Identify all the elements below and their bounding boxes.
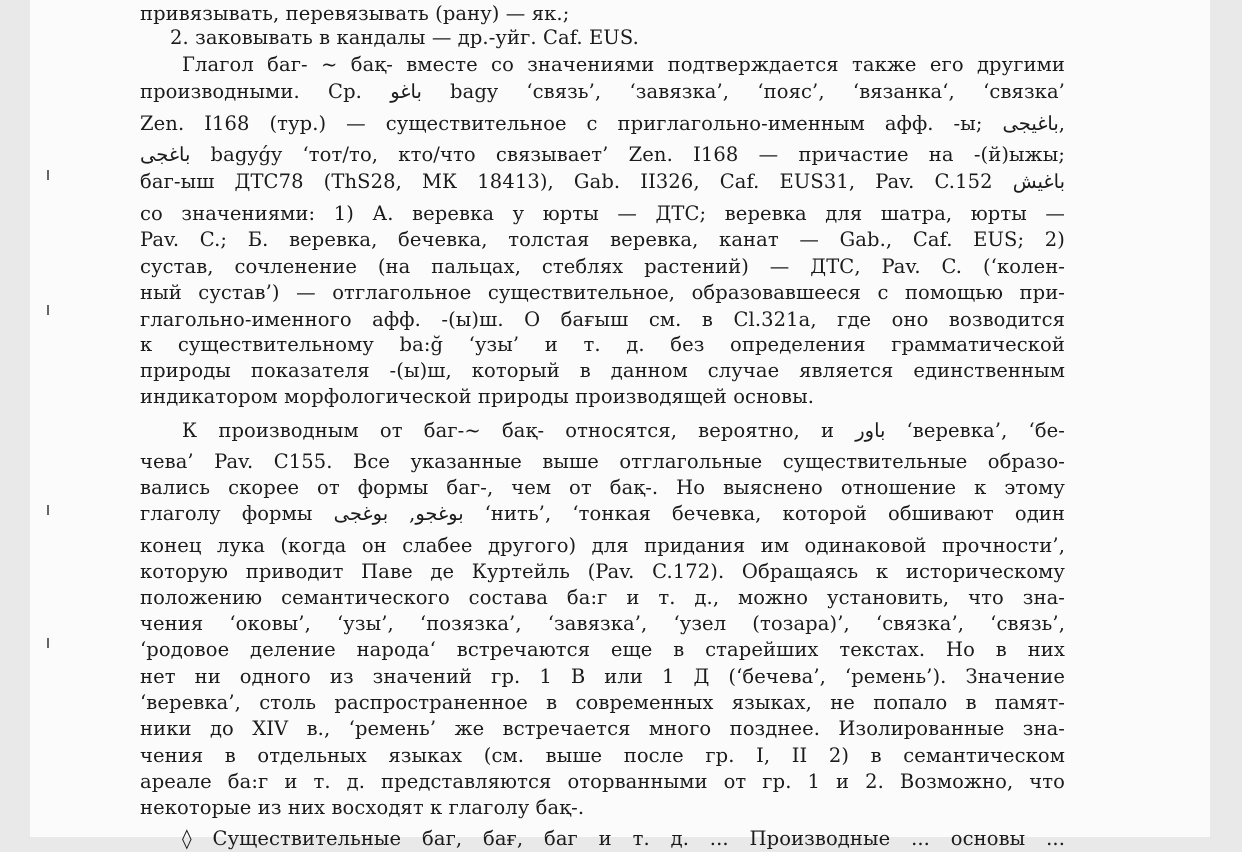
text-line: положению семантического состава ба:г и т. д., можно установить, что зна- xyxy=(140,586,1065,609)
text-line: باغجى bagyǵy ‘тот/то, кто/что связывает’ Zen. I168 — причастие на -(й)ыжы; xyxy=(140,143,1065,166)
text-line: ареале ба:г и т. д. представляются оторванными от гр. 1 и 2. Возможно, что xyxy=(140,770,1065,793)
text-line: ный сустав’) — отглагольное существительное, образовавшееся с помощью при- xyxy=(140,281,1065,304)
margin-mark xyxy=(47,305,49,315)
text-line: некоторые из них восходят к глаголу бақ-. xyxy=(140,796,585,819)
text-line: ◊ Существительные баг, бағ, баг и т. д. ... Производные ... основы ... xyxy=(182,827,1065,850)
text-line: вались скорее от формы баг-, чем от бақ-. Но выяснено отношение к этому xyxy=(140,476,1065,499)
text-line: к существительному ba:ğ ‘узы’ и т. д. без определения грамматической xyxy=(140,333,1065,356)
text-line: К производным от баг-~ бақ- относятся, вероятно, и باور ‘веревка’, ‘бе- xyxy=(182,419,1065,442)
text-line: нет ни одного из значений гр. 1 В или 1 Д (‘бечева’, ‘ремень’). Значение xyxy=(140,665,1065,688)
text-line: которую приводит Паве де Куртейль (Pav. C.172). Обращаясь к историческому xyxy=(140,560,1065,583)
text-line: чения в отдельных языках (см. выше после гр. I, II 2) в семантическом xyxy=(140,744,1065,767)
text-line: ‘веревка’, столь распространенное в современных языках, не попало в памят- xyxy=(140,691,1065,714)
text-line: чева’ Pav. C155. Все указанные выше отглагольные существительные образо- xyxy=(140,450,1065,473)
text-line: глагольно-именного афф. -(ы)ш. О бағыш см. в Cl.321а, где оно возводится xyxy=(140,308,1065,331)
text-line: со значениями: 1) А. веревка у юрты — ДТС; веревка для шатра, юрты — xyxy=(140,202,1065,225)
text-line: Глагол баг- ~ бақ- вместе со значениями подтверждается также его другими xyxy=(182,53,1065,76)
document-page xyxy=(30,0,1210,850)
margin-mark xyxy=(47,505,49,515)
margin-mark xyxy=(47,170,49,180)
text-line: ники до XIV в., ‘ремень’ же встречается много позднее. Изолированные зна- xyxy=(140,717,1065,740)
text-line: сустав, сочленение (на пальцах, стеблях растений) — ДТС, Pav. C. (‘колен- xyxy=(140,255,1065,278)
text-line: чения ‘оковы’, ‘узы’, ‘позязка’, ‘завязка’, ‘узел (тозара)’, ‘связка’, ‘связь’, xyxy=(140,612,1065,635)
text-line: индикатором морфологической природы производящей основы. xyxy=(140,385,814,408)
text-line: ‘родовое деление народа‘ встречаются еще в старейших текстах. Но в них xyxy=(140,638,1065,661)
text-line: конец лука (когда он слабее другого) для придания им одинаковой прочности’, xyxy=(140,534,1065,557)
text-line: Pav. C.; Б. веревка, бечевка, толстая веревка, канат — Gab., Caf. EUS; 2) xyxy=(140,228,1065,251)
text-line: природы показателя -(ы)ш, который в данном случае является единственным xyxy=(140,359,1065,382)
text-line: привязывать, перевязывать (рану) — як.; xyxy=(140,2,570,25)
text-line: производными. Ср. باغو bagy ‘связь’, ‘завязка’, ‘пояс’, ‘вязанка‘, ‘связка’ xyxy=(140,80,1065,103)
text-line: 2. заковывать в кандалы — др.-уйг. Caf. EUS. xyxy=(170,26,639,49)
text-line: баг-ыш ДТС78 (ThS28, МК 18413), Gab. II326, Caf. EUS31, Pav. C.152 باغيش xyxy=(140,170,1065,193)
text-line: Zen. I168 (тур.) — существительное с приглагольно-именным афф. -ы; باغيجى, xyxy=(140,112,1065,135)
margin-mark xyxy=(47,638,49,648)
text-line: глаголу формы بوغجو, بوغجى ‘нить’, ‘тонкая бечевка, которой обшивают один xyxy=(140,502,1065,525)
